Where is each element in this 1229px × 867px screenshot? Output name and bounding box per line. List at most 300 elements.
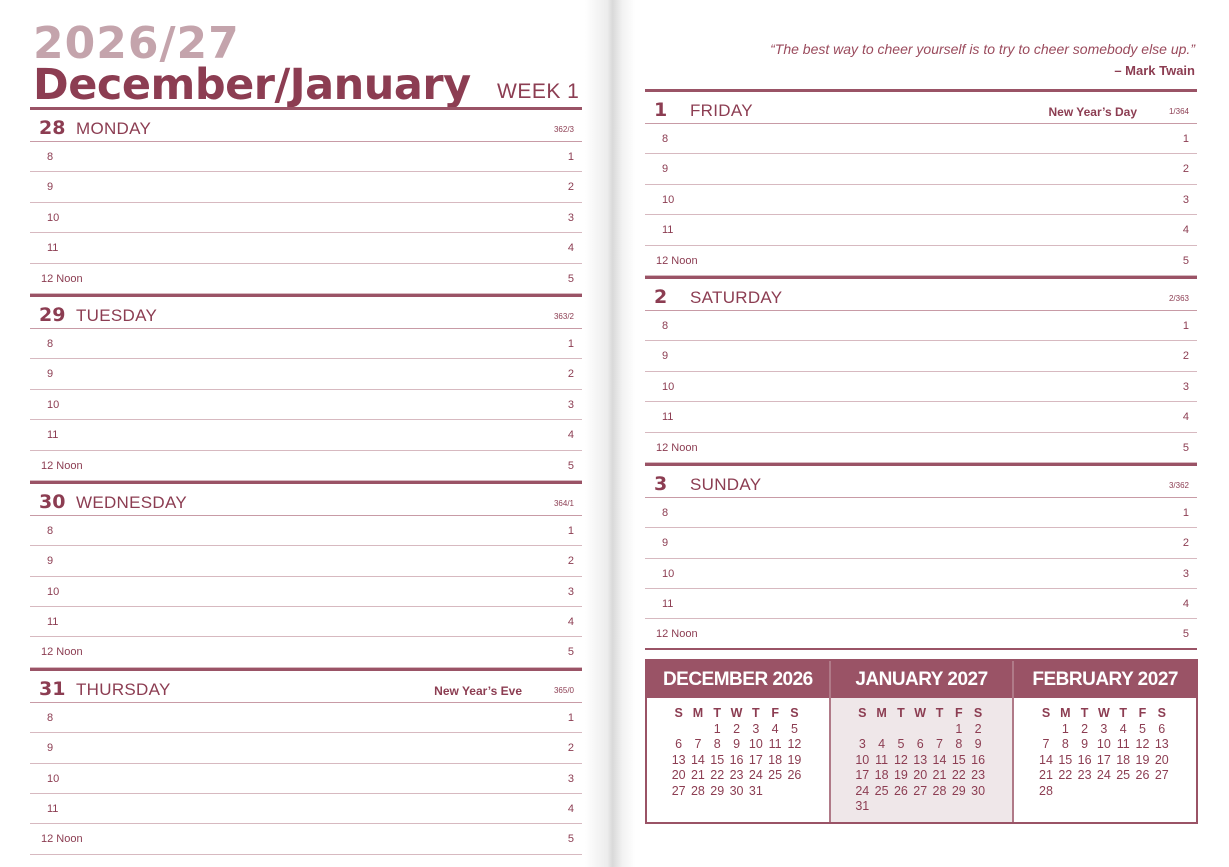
calendar-date xyxy=(968,799,987,815)
calendar-date xyxy=(949,799,968,815)
time-slot[interactable] xyxy=(645,589,1197,619)
mini-calendar-week-row xyxy=(669,753,817,769)
mini-calendar-weekday-row xyxy=(853,706,1001,722)
am-hour: 8 xyxy=(47,524,54,537)
calendar-date: 6 xyxy=(675,737,683,751)
calendar-date: 9 xyxy=(974,737,982,751)
pm-hour: 1 xyxy=(1182,133,1189,145)
day-name: WEDNESDAY xyxy=(76,492,188,512)
calendar-date: 26 xyxy=(1135,768,1150,782)
weekday-letter: T xyxy=(935,706,944,720)
calendar-date: 15 xyxy=(1058,752,1073,767)
calendar-date: 10 xyxy=(1096,737,1111,751)
day-name: TUESDAY xyxy=(76,305,158,325)
am-hour: 9 xyxy=(47,368,54,381)
pm-hour: 3 xyxy=(1182,567,1189,580)
calendar-date xyxy=(1075,784,1094,800)
calendar-date: 16 xyxy=(729,752,744,767)
am-hour: 9 xyxy=(47,181,54,194)
calendar-date: 16 xyxy=(971,752,986,767)
calendar-date xyxy=(930,722,949,738)
weekday-letter: T xyxy=(1119,706,1127,720)
am-hour: 8 xyxy=(47,711,54,724)
am-hour: 11 xyxy=(662,411,674,424)
time-slot[interactable] xyxy=(30,637,582,667)
mini-calendar-title: JANUARY 2027 xyxy=(831,661,1013,698)
mini-calendar-weekday-row xyxy=(669,706,817,722)
am-hour: 9 xyxy=(662,350,669,363)
pm-hour: 2 xyxy=(567,742,574,755)
day-number: 30 xyxy=(39,490,66,513)
pm-hour: 3 xyxy=(567,585,574,598)
calendar-date xyxy=(785,784,804,800)
calendar-date: 23 xyxy=(729,768,744,782)
day-name: SUNDAY xyxy=(690,474,762,494)
mini-calendar-title: FEBRUARY 2027 xyxy=(1014,661,1196,698)
calendar-date: 11 xyxy=(1116,737,1130,751)
time-slot[interactable] xyxy=(645,498,1197,528)
calendar-date: 14 xyxy=(1039,752,1053,767)
time-slot[interactable] xyxy=(645,215,1197,245)
calendar-date: 6 xyxy=(916,737,924,751)
mini-calendar-week-row xyxy=(1036,784,1184,800)
am-hour: 11 xyxy=(47,616,59,629)
time-slot[interactable] xyxy=(30,172,582,202)
calendar-date: 7 xyxy=(694,737,702,751)
am-hour: 8 xyxy=(662,506,669,519)
am-hour: 10 xyxy=(662,567,675,580)
day-number: 1 xyxy=(654,99,668,121)
calendar-date: 22 xyxy=(710,768,725,782)
mini-calendar-week-row xyxy=(1036,722,1184,738)
calendar-date: 10 xyxy=(855,752,870,767)
time-slot[interactable] xyxy=(30,577,582,607)
calendar-date: 14 xyxy=(690,752,705,767)
calendar-date: 6 xyxy=(1158,721,1166,736)
calendar-date: 24 xyxy=(1096,768,1111,782)
calendar-date: 14 xyxy=(932,752,947,767)
calendar-date: 3 xyxy=(1100,721,1108,736)
calendar-date: 31 xyxy=(748,783,763,798)
pm-hour: 3 xyxy=(567,772,574,785)
am-hour: 12 Noon xyxy=(41,646,83,659)
time-slot[interactable] xyxy=(645,311,1197,341)
pm-hour: 4 xyxy=(567,429,574,442)
mini-calendar-week-row xyxy=(1036,753,1184,769)
pm-hour: 2 xyxy=(567,368,574,381)
calendar-date xyxy=(1094,784,1113,800)
day-number: 28 xyxy=(39,117,66,139)
calendar-date: 12 xyxy=(893,752,908,767)
am-hour: 8 xyxy=(662,319,669,332)
am-hour: 11 xyxy=(662,598,674,611)
calendar-date: 26 xyxy=(893,783,908,798)
day-block xyxy=(30,668,582,855)
am-hour: 9 xyxy=(47,555,54,568)
pm-hour: 5 xyxy=(1182,441,1189,454)
calendar-date: 24 xyxy=(855,783,870,798)
time-slot[interactable] xyxy=(645,124,1197,154)
am-hour: 8 xyxy=(47,337,54,350)
calendar-date: 25 xyxy=(768,768,783,782)
calendar-date: 11 xyxy=(768,737,782,751)
pm-hour: 2 xyxy=(1182,350,1189,363)
weekday-letter: M xyxy=(876,706,887,720)
time-slot[interactable] xyxy=(30,233,582,263)
day-header xyxy=(645,276,1197,311)
weekday-letter: S xyxy=(1157,706,1166,720)
am-hour: 12 Noon xyxy=(41,833,83,846)
time-slot[interactable] xyxy=(645,528,1197,558)
calendar-date: 1 xyxy=(955,721,963,736)
calendar-date xyxy=(872,799,891,815)
day-block xyxy=(645,276,1197,463)
day-number: 3 xyxy=(654,472,668,495)
mini-calendar-week-row xyxy=(853,768,1001,784)
day-name: THURSDAY xyxy=(76,679,171,699)
weekday-letter: W xyxy=(914,706,927,720)
day-of-year: 363/2 xyxy=(553,311,574,321)
left-page-days xyxy=(30,107,582,855)
calendar-date: 3 xyxy=(858,737,866,751)
day-block xyxy=(645,463,1197,650)
pm-hour: 5 xyxy=(1182,628,1189,641)
mini-calendar-week-row xyxy=(853,737,1001,753)
time-slot[interactable] xyxy=(645,246,1197,276)
am-hour: 11 xyxy=(662,224,674,237)
am-hour: 9 xyxy=(662,537,669,550)
day-header xyxy=(30,481,582,516)
calendar-date: 17 xyxy=(855,768,870,782)
calendar-date xyxy=(669,722,688,738)
calendar-date xyxy=(911,722,930,738)
calendar-date: 21 xyxy=(932,768,947,782)
time-slot[interactable] xyxy=(645,402,1197,432)
calendar-date: 13 xyxy=(913,752,928,767)
calendar-date: 26 xyxy=(787,768,802,782)
day-of-year: 364/1 xyxy=(553,498,574,508)
weekday-letter: S xyxy=(790,706,799,720)
calendar-date xyxy=(1152,784,1171,800)
pm-hour: 4 xyxy=(567,242,574,255)
calendar-date: 21 xyxy=(1039,768,1053,782)
pm-hour: 1 xyxy=(567,524,574,537)
calendar-date: 28 xyxy=(690,783,705,798)
time-slot[interactable] xyxy=(30,451,582,481)
weekday-letter: M xyxy=(692,706,704,720)
calendar-date: 22 xyxy=(951,768,966,782)
day-header xyxy=(30,107,582,142)
day-of-year: 362/3 xyxy=(553,125,574,134)
time-slot[interactable] xyxy=(30,329,582,359)
am-hour: 11 xyxy=(47,803,59,816)
weekday-letter: T xyxy=(1080,706,1089,720)
am-hour: 11 xyxy=(47,429,59,442)
time-slot[interactable] xyxy=(30,516,582,546)
day-name: MONDAY xyxy=(76,119,152,138)
calendar-date: 7 xyxy=(936,737,943,751)
mini-calendars xyxy=(645,659,1198,824)
calendar-date xyxy=(853,722,872,738)
calendar-date: 23 xyxy=(1077,768,1092,782)
day-number: 29 xyxy=(39,303,66,326)
time-slot[interactable] xyxy=(30,203,582,233)
day-number: 2 xyxy=(654,285,668,308)
calendar-date: 24 xyxy=(748,768,763,782)
time-slot[interactable] xyxy=(30,703,582,733)
weekday-letter: S xyxy=(858,706,867,720)
mini-calendar-december xyxy=(647,661,831,822)
am-hour: 12 Noon xyxy=(656,441,698,454)
time-slot[interactable] xyxy=(645,372,1197,402)
holiday-label: New Year’s Eve xyxy=(434,683,522,698)
mini-calendar-week-row xyxy=(853,784,1001,800)
pm-hour: 4 xyxy=(567,616,574,629)
calendar-date: 12 xyxy=(787,737,802,751)
calendar-date: 2 xyxy=(1081,721,1089,736)
calendar-date: 8 xyxy=(1061,737,1069,751)
mini-calendar-week-row xyxy=(853,722,1001,738)
pm-hour: 3 xyxy=(1182,380,1189,393)
time-slot[interactable] xyxy=(645,185,1197,215)
am-hour: 12 Noon xyxy=(41,459,83,472)
calendar-date: 3 xyxy=(752,721,760,736)
time-slot[interactable] xyxy=(30,824,582,854)
calendar-date: 1 xyxy=(1061,721,1069,736)
mini-calendar-week-row xyxy=(1036,768,1184,784)
calendar-date: 7 xyxy=(1042,737,1050,751)
calendar-date: 31 xyxy=(855,799,870,813)
pm-hour: 1 xyxy=(1182,319,1189,332)
calendar-date: 19 xyxy=(893,768,908,782)
calendar-date xyxy=(930,799,949,815)
calendar-date: 8 xyxy=(955,737,963,751)
calendar-date: 2 xyxy=(974,721,982,736)
time-slot[interactable] xyxy=(30,607,582,637)
year-heading: 2026/27 xyxy=(33,18,240,69)
calendar-date: 25 xyxy=(1116,768,1131,782)
mini-calendar-grid xyxy=(1014,698,1196,799)
calendar-date: 9 xyxy=(1081,737,1089,751)
calendar-date: 25 xyxy=(874,783,889,798)
day-block xyxy=(30,107,582,294)
calendar-date: 28 xyxy=(932,783,947,798)
calendar-date: 29 xyxy=(951,783,966,798)
pm-hour: 3 xyxy=(567,211,574,224)
day-of-year: 3/362 xyxy=(1168,480,1189,490)
day-name: FRIDAY xyxy=(690,101,753,120)
am-hour: 12 Noon xyxy=(41,272,83,285)
weekday-letter: T xyxy=(752,706,760,720)
am-hour: 12 Noon xyxy=(656,254,698,267)
calendar-date: 28 xyxy=(1039,783,1053,798)
day-name: SATURDAY xyxy=(690,287,783,307)
weekday-letter: M xyxy=(1060,706,1071,720)
calendar-date xyxy=(911,799,930,815)
mini-calendar-weekday-row xyxy=(1036,706,1184,722)
calendar-date: 18 xyxy=(1116,752,1131,767)
calendar-date: 20 xyxy=(913,768,928,782)
calendar-date: 5 xyxy=(790,721,798,736)
calendar-date: 27 xyxy=(913,783,928,798)
calendar-date: 8 xyxy=(713,737,721,751)
book-gutter xyxy=(585,0,635,867)
time-slot[interactable] xyxy=(645,154,1197,184)
calendar-date xyxy=(1114,784,1133,800)
calendar-date: 11 xyxy=(875,752,889,767)
calendar-date xyxy=(765,784,784,800)
pm-hour: 5 xyxy=(567,646,574,659)
calendar-date: 15 xyxy=(710,752,725,767)
calendar-date: 21 xyxy=(690,768,705,782)
calendar-date: 20 xyxy=(1154,752,1169,767)
calendar-date xyxy=(1133,784,1152,800)
time-slot[interactable] xyxy=(645,341,1197,371)
time-slot[interactable] xyxy=(30,142,582,172)
pm-hour: 3 xyxy=(567,398,574,411)
mini-calendar-week-row xyxy=(853,799,1001,815)
weekday-letter: S xyxy=(1041,706,1051,720)
mini-calendar-week-row xyxy=(853,753,1001,769)
calendar-date: 15 xyxy=(951,752,966,767)
mini-calendar-grid xyxy=(831,698,1013,815)
mini-calendar-grid xyxy=(647,698,829,799)
am-hour: 9 xyxy=(662,163,669,176)
calendar-date: 18 xyxy=(874,768,889,782)
am-hour: 8 xyxy=(662,133,669,145)
day-of-year: 1/364 xyxy=(1168,107,1189,116)
mini-calendar-february xyxy=(1014,661,1196,822)
day-of-year: 365/0 xyxy=(553,685,574,695)
time-slot[interactable] xyxy=(30,764,582,794)
quote-text: “The best way to cheer yourself is to try to cheer somebody else up.” xyxy=(770,41,1195,57)
holiday-label: New Year’s Day xyxy=(1048,105,1137,119)
mini-calendar-week-row xyxy=(669,737,817,753)
calendar-date: 9 xyxy=(733,737,741,751)
pm-hour: 5 xyxy=(567,833,574,846)
day-header xyxy=(30,294,582,329)
calendar-date: 20 xyxy=(671,768,686,782)
pm-hour: 1 xyxy=(567,337,574,350)
calendar-date: 19 xyxy=(787,752,802,767)
am-hour: 10 xyxy=(47,398,60,411)
calendar-date: 4 xyxy=(1119,721,1127,736)
pm-hour: 5 xyxy=(567,272,574,285)
calendar-date: 5 xyxy=(1139,721,1146,736)
weekday-letter: T xyxy=(713,706,722,720)
weekday-letter: F xyxy=(1138,706,1147,720)
calendar-date: 2 xyxy=(733,721,741,736)
am-hour: 10 xyxy=(47,211,60,224)
mini-calendar-week-row xyxy=(1036,737,1184,753)
time-slot[interactable] xyxy=(30,264,582,294)
am-hour: 11 xyxy=(47,242,59,255)
weekday-letter: W xyxy=(730,706,743,720)
pm-hour: 3 xyxy=(1182,193,1189,206)
calendar-date: 5 xyxy=(897,737,905,751)
time-slot[interactable] xyxy=(30,794,582,824)
pm-hour: 5 xyxy=(567,459,574,472)
calendar-date: 19 xyxy=(1135,752,1150,767)
am-hour: 8 xyxy=(47,151,54,163)
calendar-date xyxy=(872,722,891,738)
time-slot[interactable] xyxy=(645,559,1197,589)
pm-hour: 4 xyxy=(1182,224,1189,237)
pm-hour: 2 xyxy=(1182,537,1189,550)
am-hour: 9 xyxy=(47,742,54,755)
mini-calendar-week-row xyxy=(669,722,817,738)
calendar-date: 4 xyxy=(771,721,779,736)
day-header xyxy=(645,89,1197,124)
calendar-date: 22 xyxy=(1058,768,1073,782)
calendar-date: 17 xyxy=(1096,752,1111,767)
pm-hour: 4 xyxy=(1182,598,1189,611)
am-hour: 12 Noon xyxy=(656,628,698,641)
day-header xyxy=(645,463,1197,498)
pm-hour: 2 xyxy=(567,555,574,568)
day-block xyxy=(30,481,582,668)
pm-hour: 1 xyxy=(567,711,574,724)
day-block xyxy=(645,89,1197,276)
calendar-date: 16 xyxy=(1077,752,1092,767)
calendar-date xyxy=(891,799,910,815)
am-hour: 10 xyxy=(47,772,60,785)
weekday-letter: S xyxy=(973,706,983,720)
week-label: WEEK 1 xyxy=(497,80,580,103)
pm-hour: 4 xyxy=(567,803,574,816)
pm-hour: 2 xyxy=(567,181,574,194)
time-slot[interactable] xyxy=(645,433,1197,463)
mini-calendar-week-row xyxy=(669,784,817,800)
calendar-date: 12 xyxy=(1135,737,1150,751)
right-page-days xyxy=(645,89,1197,650)
time-slot[interactable] xyxy=(645,619,1197,649)
pm-hour: 1 xyxy=(567,151,574,163)
am-hour: 10 xyxy=(662,193,675,206)
am-hour: 10 xyxy=(47,585,60,598)
calendar-date: 30 xyxy=(729,783,744,798)
calendar-date xyxy=(688,722,707,738)
pm-hour: 2 xyxy=(1182,163,1189,176)
calendar-date: 18 xyxy=(768,752,783,767)
time-slot[interactable] xyxy=(30,359,582,389)
mini-calendar-title: DECEMBER 2026 xyxy=(647,661,829,698)
weekday-letter: T xyxy=(897,706,905,720)
day-header xyxy=(30,668,582,703)
time-slot[interactable] xyxy=(30,390,582,420)
mini-calendar-week-row xyxy=(669,768,817,784)
time-slot[interactable] xyxy=(30,420,582,450)
pm-hour: 4 xyxy=(1182,411,1189,424)
day-number: 31 xyxy=(39,677,66,700)
calendar-date: 4 xyxy=(878,737,886,751)
calendar-date xyxy=(891,722,910,738)
quote-author: – Mark Twain xyxy=(1114,63,1195,78)
calendar-date: 27 xyxy=(671,783,686,798)
calendar-date: 30 xyxy=(971,783,986,798)
calendar-date: 13 xyxy=(1154,737,1169,751)
pm-hour: 1 xyxy=(1182,506,1189,519)
page-title: December/January xyxy=(33,60,471,110)
time-slot[interactable] xyxy=(30,733,582,763)
calendar-date: 17 xyxy=(748,752,763,767)
pm-hour: 5 xyxy=(1182,254,1189,267)
calendar-date xyxy=(1056,784,1075,800)
calendar-date: 27 xyxy=(1154,768,1169,782)
calendar-date: 13 xyxy=(671,752,686,767)
time-slot[interactable] xyxy=(30,546,582,576)
calendar-date: 23 xyxy=(971,768,986,782)
